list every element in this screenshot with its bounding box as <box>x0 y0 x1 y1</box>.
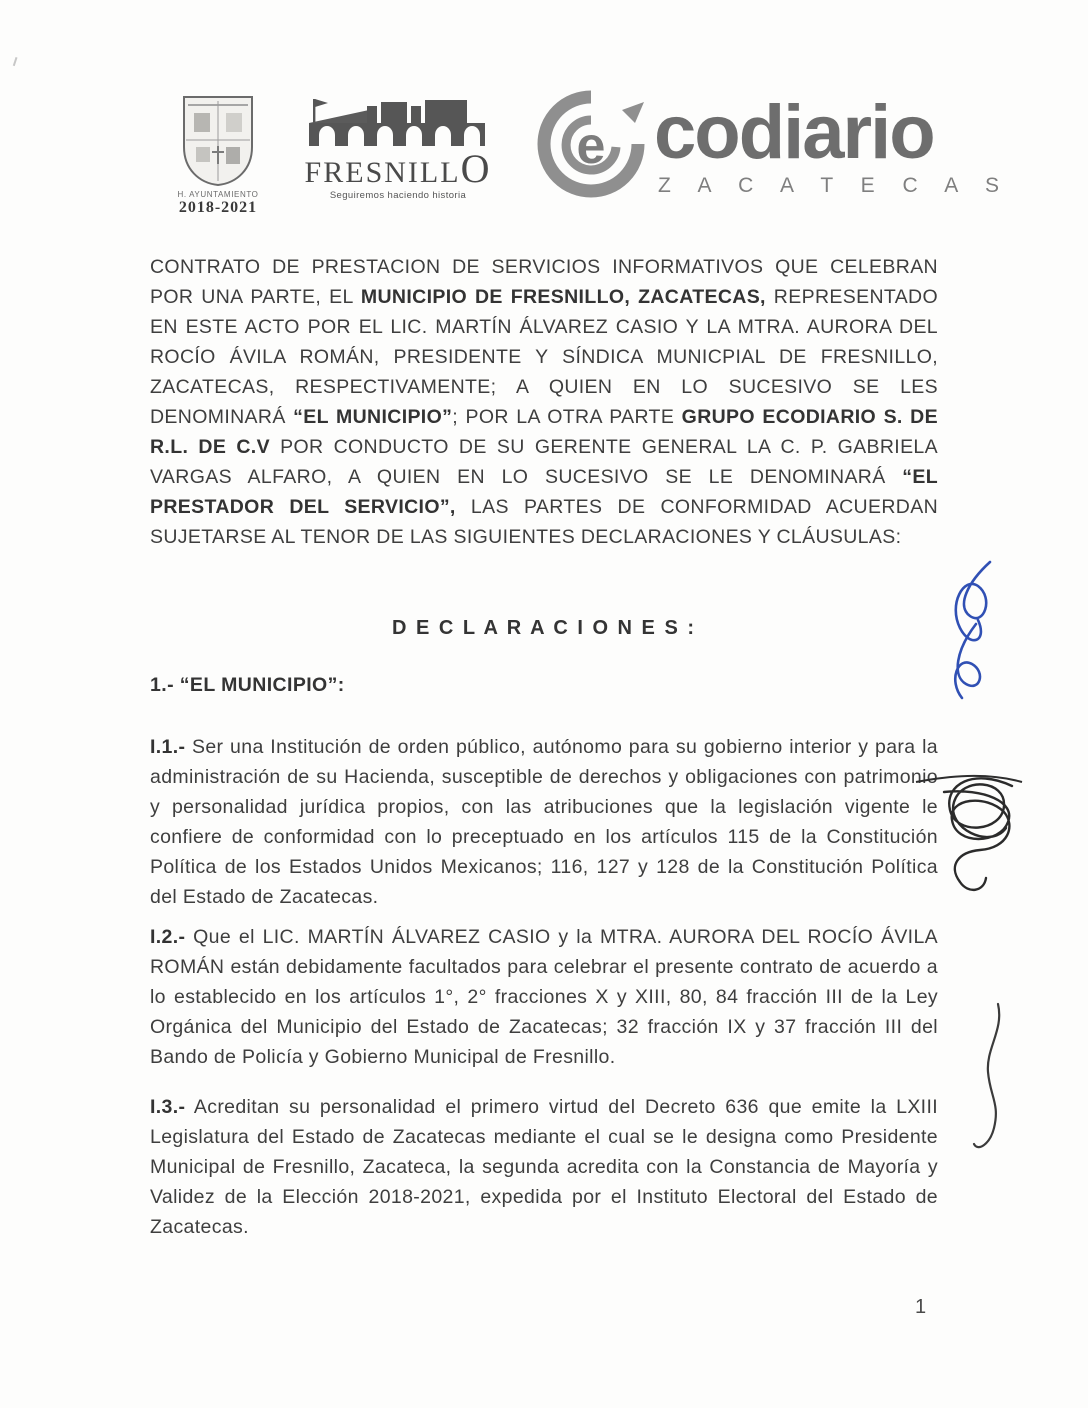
ecodiario-logo <box>534 86 1010 202</box>
crest-years: 2018-2021 <box>178 199 258 216</box>
clause-i2: I.2.- Que el LIC. MARTÍN ÁLVAREZ CASIO y la MTRA. AURORA DEL ROCÍO ÁVILA ROMÁN están debidamente facultados para celebrar el presente contrato de acuerdo a lo establecido en los artículos 1°, 2° fracciones X y XIII, 80, 84 fracción III de la Ley Orgánica del Municipio del Estado de Zacatecas; 32 fracción IX y 37 fracción III del Bando de Policía y Gobierno Municipal de Fresnillo. <box>150 926 938 1068</box>
ecodiario-e-letter: e <box>576 117 606 175</box>
signature-flourish <box>962 998 1014 1158</box>
fresnillo-logo <box>300 98 496 201</box>
clause-i1: I.1.- Ser una Institución de orden público, autónomo para su gobierno interior y para la administración de su Hacienda, susceptible de derechos y obligaciones con patrimonio y personalidad jurídica propios, con las atribuciones que la legislación vigente le confiere de conformidad con lo preceptuado en los artículos 115 de la Constitución Política de los Estados Unidos Mexicanos; 116, 127 y 128 de la Constitución Política del Estado de Zacatecas. <box>150 736 938 908</box>
scan-artifact <box>13 57 23 68</box>
fresnillo-building-icon <box>307 98 489 150</box>
clause-i3: I.3.- Acreditan su personalidad el primero virtud del Decreto 636 que emite la LXIII Legislatura del Estado de Zacatecas mediante el cual se le designa como Presidente Municipal de Fresnillo, Zacateca, la segunda acredita con la Constancia de Mayoría y Validez de la Elección 2018-2021, expedida por el Instituto Electoral del Estado de Zacatecas. <box>150 1096 938 1238</box>
ecodiario-wordmark: codiario <box>654 90 934 175</box>
ayuntamiento-crest <box>168 92 268 217</box>
coat-of-arms-icon <box>175 92 261 188</box>
signature-scribble-blue <box>926 556 1014 708</box>
declarations-heading: D E C L A R A C I O N E S : <box>391 617 697 639</box>
section-1-heading: 1.- “EL MUNICIPIO”: <box>150 674 345 696</box>
contract-intro-paragraph: CONTRATO DE PRESTACION DE SERVICIOS INFORMATIVOS QUE CELEBRAN POR UNA PARTE, EL MUNICIPIO DE FRESNILLO, ZACATECAS, REPRESENTADO EN ESTE ACTO POR EL LIC. MARTÍN ÁLVAREZ CASIO Y LA MTRA. AURORA DEL ROCÍO ÁVILA ROMÁN, PRESIDENTE Y SÍNDICA MUNICPIAL DE FRESNILLO, ZACATECAS, RESPECTIVAMENTE; A QUIEN EN LO SUCESIVO SE LES DENOMINARÁ “EL MUNICIPIO”; POR LA OTRA PARTE GRUPO ECODIARIO S. DE R.L. DE C.V POR CONDUCTO DE SU GERENTE GENERAL LA C. P. GABRIELA VARGAS ALFARO, A QUIEN EN LO SUCESIVO SE LE DENOMINARÁ “EL PRESTADOR DEL SERVICIO”, LAS PARTES DE CONFORMIDAD ACUERDAN SUJETARSE AL TENOR DE LAS SIGUIENTES DECLARACIONES Y CLÁUSULAS: <box>150 256 939 548</box>
crest-caption: H. AYUNTAMIENTO <box>177 190 259 199</box>
ecodiario-e-icon <box>534 86 648 202</box>
page-number: 1 <box>915 1296 927 1318</box>
fresnillo-tagline: Seguiremos haciendo historia <box>329 190 467 201</box>
signature-scribble-dark <box>914 756 1024 910</box>
ecodiario-subtitle: Z A C A T E C A S <box>658 174 1010 197</box>
fresnillo-wordmark: FRESNILLO <box>304 146 492 191</box>
